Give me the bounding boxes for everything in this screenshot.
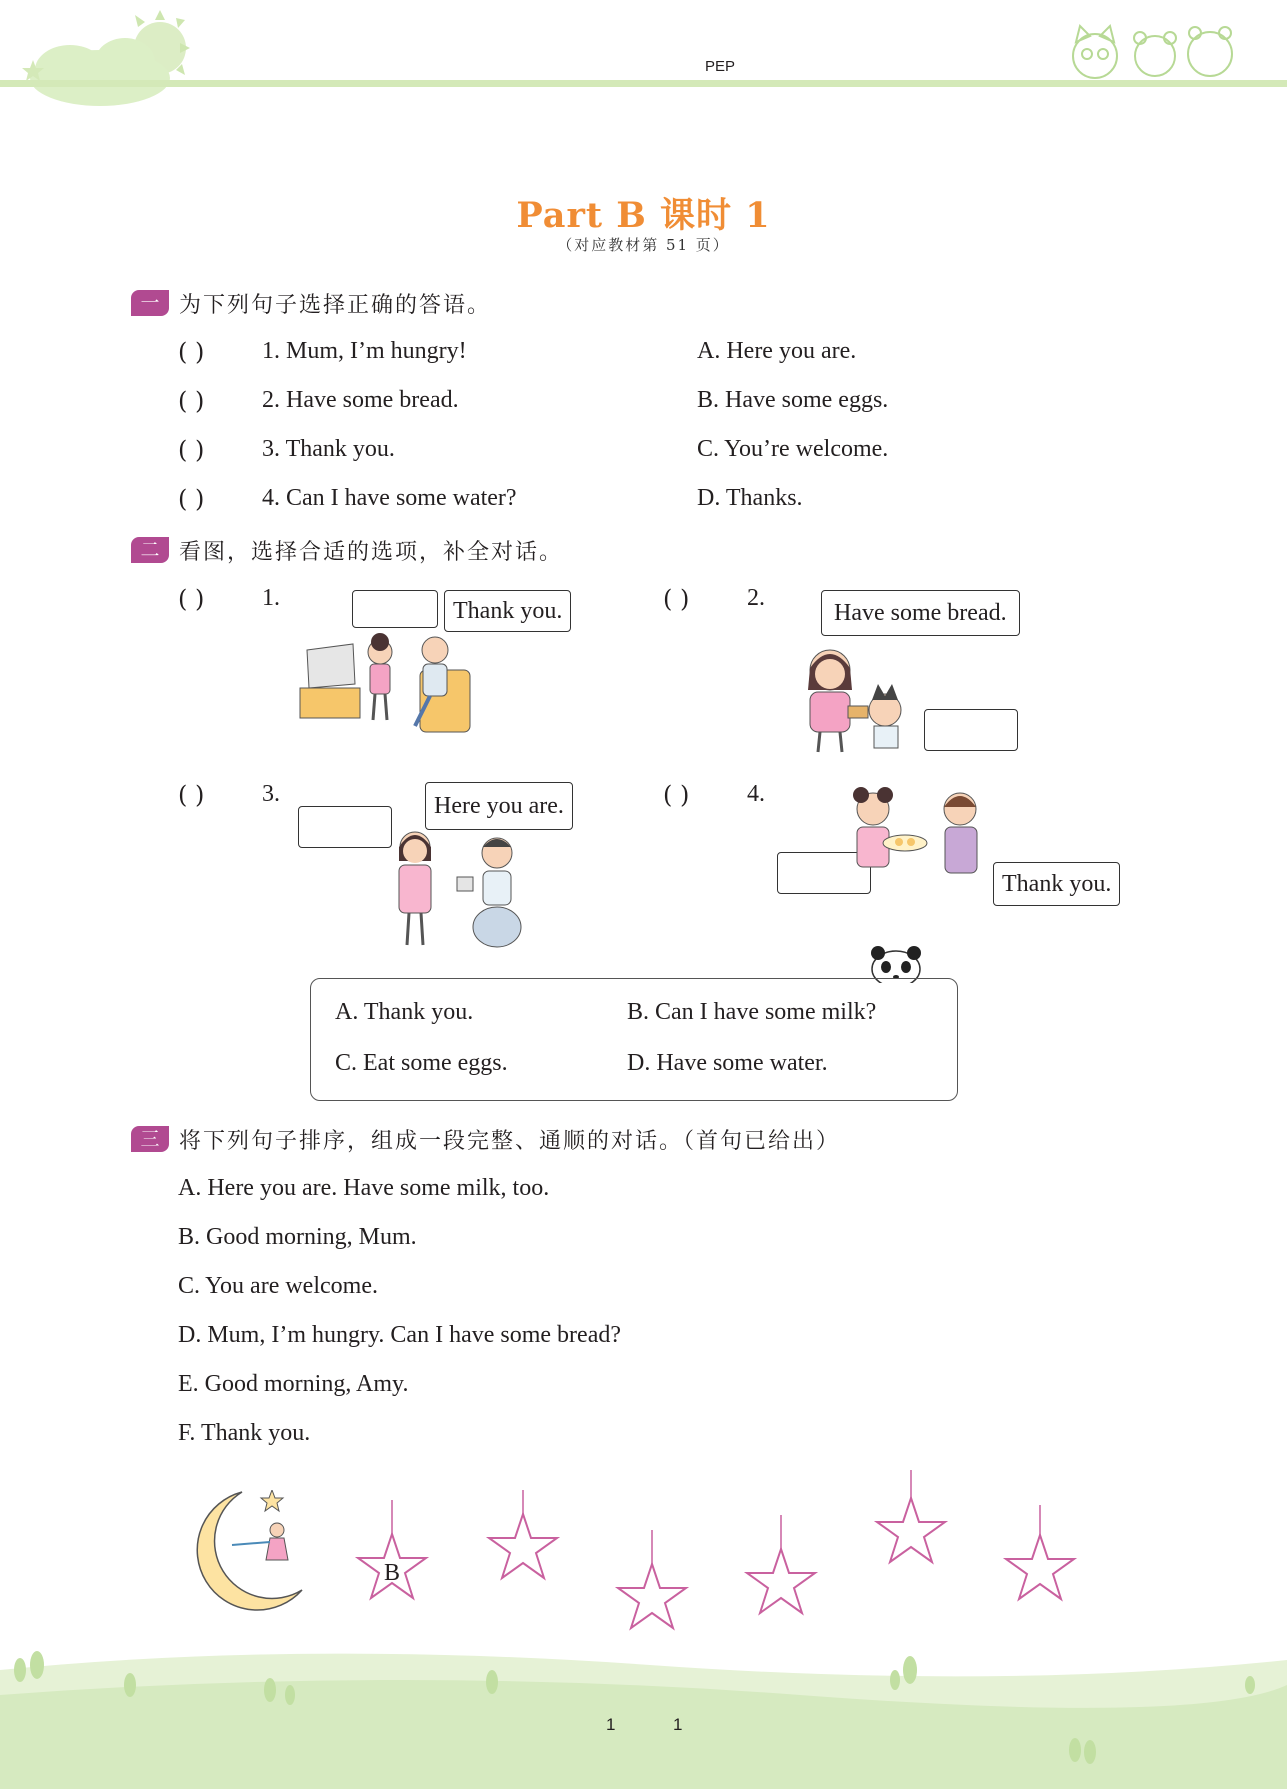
- empty-speech-bubble-1: [352, 590, 438, 628]
- answer-blank-2[interactable]: ( ): [178, 387, 205, 415]
- sequence-star-1-label: B: [383, 1560, 400, 1586]
- picture-item-number-4: 4.: [747, 781, 765, 807]
- sentence-c: C. You are welcome.: [178, 1273, 378, 1299]
- answer-option-b: B. Have some eggs.: [697, 387, 889, 413]
- option-a: A. Thank you.: [335, 999, 474, 1025]
- speech-bubble-4: Thank you.: [993, 862, 1120, 906]
- section3-title: 将下列句子排序，组成一段完整、通顺的对话。（首句已给出）: [179, 1129, 841, 1154]
- empty-speech-bubble-3: [298, 806, 392, 848]
- section1-badge: 一: [131, 290, 169, 316]
- sentence-e: E. Good morning, Amy.: [178, 1371, 409, 1397]
- picture-answer-blank-3[interactable]: ( ): [178, 781, 205, 809]
- answer-blank-3[interactable]: ( ): [178, 436, 205, 464]
- picture-answer-blank-4[interactable]: ( ): [663, 781, 690, 809]
- illustration-girl-grandpa-tv: [295, 630, 485, 740]
- sequence-star-6[interactable]: [1000, 1505, 1080, 1615]
- answer-option-a: A. Here you are.: [697, 338, 857, 364]
- option-c: C. Eat some eggs.: [335, 1050, 508, 1076]
- picture-answer-blank-2[interactable]: ( ): [663, 585, 690, 613]
- sentence-a: A. Here you are. Have some milk, too.: [178, 1175, 550, 1201]
- header-cloud-sun-decoration: [0, 0, 200, 115]
- answer-option-c: C. You’re welcome.: [697, 436, 889, 462]
- speech-bubble-3: Here you are.: [425, 782, 573, 830]
- page-title: Part B 课时 1: [516, 195, 771, 236]
- page-number-right: 1: [673, 1715, 683, 1734]
- question-4: 4. Can I have some water?: [262, 485, 517, 511]
- sentence-d: D. Mum, I’m hungry. Can I have some bread?: [178, 1322, 621, 1348]
- sequence-star-5[interactable]: [871, 1470, 951, 1580]
- sequence-star-1[interactable]: [352, 1500, 432, 1610]
- answer-blank-4[interactable]: ( ): [178, 485, 205, 513]
- panda-decoration: [868, 943, 924, 983]
- illustration-mother-boy-bread: [790, 640, 940, 755]
- header-animals-decoration: [1060, 18, 1260, 83]
- illustration-girl-boy-giving: [385, 825, 535, 955]
- illustration-girl-boy-eggs: [835, 785, 995, 885]
- question-2: 2. Have some bread.: [262, 387, 459, 413]
- picture-item-number-3: 3.: [262, 781, 280, 807]
- sequence-star-2[interactable]: [483, 1490, 563, 1600]
- page-number-left: 1: [606, 1715, 616, 1734]
- question-3: 3. Thank you.: [262, 436, 395, 462]
- sentence-b: B. Good morning, Mum.: [178, 1224, 417, 1250]
- moon-fairy-decoration: [172, 1490, 312, 1620]
- option-d: D. Have some water.: [627, 1050, 828, 1076]
- page-subtitle: （对应教材第 51 页）: [557, 236, 730, 254]
- options-box: [310, 978, 958, 1101]
- picture-item-number-2: 2.: [747, 585, 765, 611]
- section3-badge: 三: [131, 1126, 169, 1152]
- picture-item-number-1: 1.: [262, 585, 280, 611]
- header-label: PEP: [705, 58, 736, 75]
- option-b: B. Can I have some milk?: [627, 999, 877, 1025]
- speech-bubble-1: Thank you.: [444, 590, 571, 632]
- section2-title: 看图，选择合适的选项，补全对话。: [179, 540, 564, 565]
- question-1: 1. Mum, I’m hungry!: [262, 338, 467, 364]
- section2-badge: 二: [131, 537, 169, 563]
- sequence-star-4[interactable]: [741, 1515, 821, 1625]
- speech-bubble-2: Have some bread.: [821, 590, 1020, 636]
- answer-option-d: D. Thanks.: [697, 485, 803, 511]
- sentence-f: F. Thank you.: [178, 1420, 311, 1446]
- footer-hills-decoration: [0, 1640, 1287, 1789]
- picture-answer-blank-1[interactable]: ( ): [178, 585, 205, 613]
- sequence-star-3[interactable]: [612, 1530, 692, 1640]
- answer-blank-1[interactable]: ( ): [178, 338, 205, 366]
- section1-title: 为下列句子选择正确的答语。: [179, 293, 492, 318]
